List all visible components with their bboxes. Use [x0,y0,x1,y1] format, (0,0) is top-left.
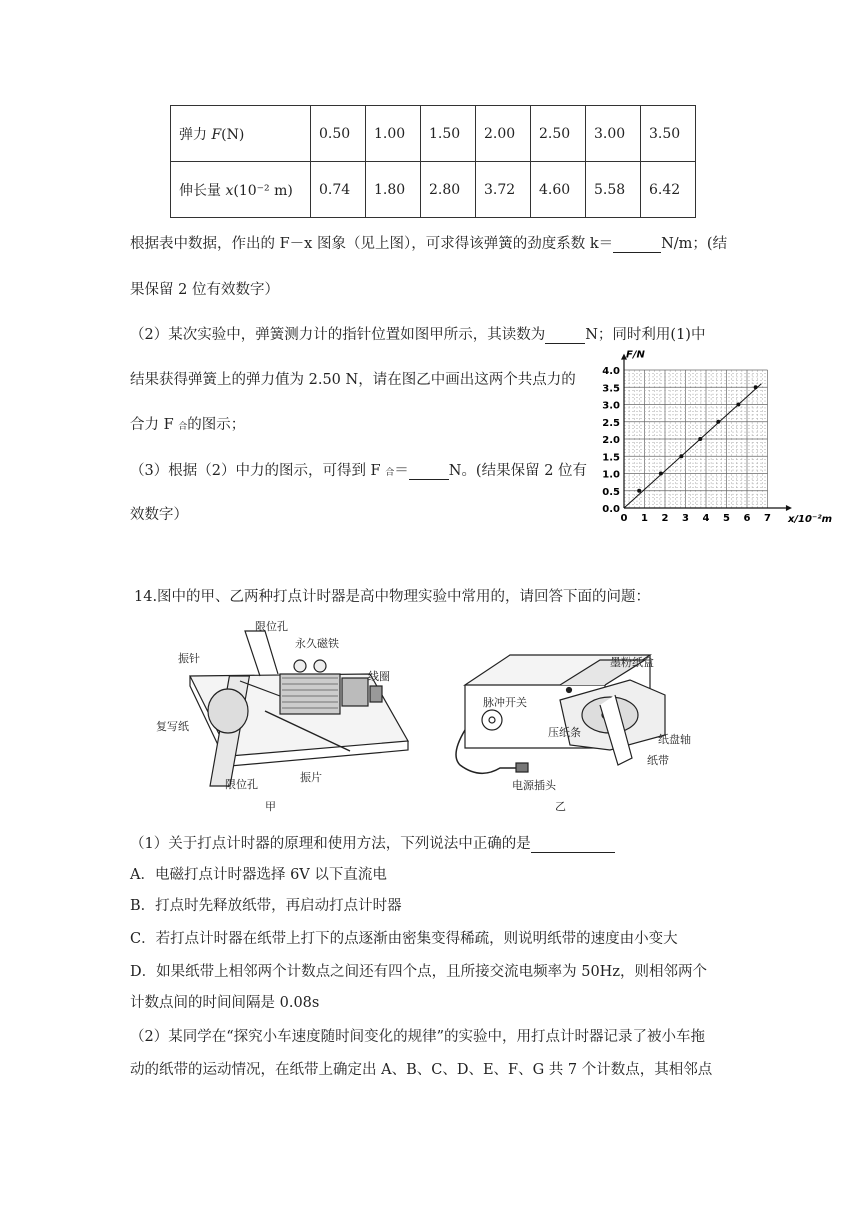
spark-timer-figure [450,640,720,815]
table-cell: 5.58 [586,162,641,218]
option-a: A．电磁打点计时器选择 6V 以下直流电 [130,867,387,883]
data-point [679,454,683,458]
x-tick-label: 7 [764,513,771,524]
label-carbon-paper: 复写纸 [156,720,189,733]
label-paper-press: 压纸条 [548,726,581,739]
table-cell: 6.42 [641,162,696,218]
label-pulse-switch: 脉冲开关 [483,696,527,709]
paragraph-line [130,323,705,344]
y-tick-label: 0.5 [602,486,620,498]
force-extension-chart [598,349,834,528]
x-tick-label: 2 [661,513,669,524]
data-point [637,489,641,493]
data-table [170,105,696,218]
electromagnetic-timer-figure [156,616,420,816]
label-toner-box: 墨粉纸盒 [610,656,654,669]
text-segment: 合力 F [130,417,179,433]
table-cell: 0.50 [311,106,366,162]
table-cell: 1.80 [366,162,421,218]
text-segment: （1）关于打点计时器的原理和使用方法，下列说法中正确的是 [130,836,531,852]
spark-timer-drawing [456,655,665,773]
data-point [659,472,663,476]
x-tick-label: 1 [641,513,648,524]
label-limit-hole-bottom: 限位孔 [225,778,258,791]
option-d-line-1: D．如果纸带上相邻两个计数点之间还有四个点，且所接交流电频率为 50Hz，则相邻两个 [130,964,707,980]
table-cell: 0.74 [311,162,366,218]
data-point [716,420,720,424]
answer-blank [613,236,661,253]
question-1-stem [130,832,615,853]
label-limit-hole-top: 限位孔 [255,620,288,633]
chart-grid [624,370,768,508]
x-tick-label: 3 [682,513,689,524]
label-coil: 线圈 [368,670,390,683]
paragraph-line: 果保留 2 位有效数字） [130,282,279,298]
figure-caption-yi: 乙 [555,800,566,813]
text-segment: N；同时利用(1)中 [585,327,706,343]
table-row [171,162,696,218]
subscript: 合 [178,422,188,432]
table-row [171,106,696,162]
table-cell: 2.00 [476,106,531,162]
x-tick-label: 5 [723,513,730,524]
data-point [698,437,702,441]
paragraph-line [130,232,727,253]
y-tick-label: 3.0 [602,400,620,412]
y-tick-label: 3.5 [602,383,620,395]
question-2-line-2: 动的纸带的运动情况，在纸带上确定出 A、B、C、D、E、F、G 共 7 个计数点，其相邻点 [130,1062,713,1078]
table-cell: 1.50 [421,106,476,162]
y-tick-label: 2.0 [602,435,620,446]
chart-tick-labels [602,366,771,524]
label-power-plug: 电源插头 [512,779,556,792]
table-cell: 2.80 [421,162,476,218]
paragraph-line [130,413,245,434]
timer-base-drawing [190,631,408,786]
x-axis-arrow [786,505,792,511]
data-point [754,385,758,389]
text-segment: ＝ [394,463,409,479]
table-cell: 4.60 [531,162,586,218]
figure-caption-jia: 甲 [265,800,276,813]
label-reel-shaft: 纸盘轴 [658,733,691,746]
option-d-line-2: 计数点间的时间间隔是 0.08s [130,995,320,1011]
label-paper-tape: 纸带 [647,754,669,767]
text-segment: 的图示； [187,417,246,433]
y-tick-label: 1.5 [602,452,620,464]
paragraph-line: 效数字） [130,507,188,523]
x-tick-label: 6 [743,513,751,524]
answer-blank [531,836,615,853]
text-segment: N。(结果保留 2 位有 [448,463,588,479]
text-segment: 根据表中数据，作出的 F－x 图象（见上图），可求得该弹簧的劲度系数 k＝ [130,236,614,252]
table-cell: 3.00 [586,106,641,162]
paragraph-line [130,459,587,480]
table-cell: 3.50 [641,106,696,162]
label-vibrating-needle: 振针 [178,652,200,665]
label-vibrating-plate: 振片 [300,771,322,784]
x-axis-label: x/10⁻²m [787,514,833,525]
question-14-stem: 14.图中的甲、乙两种打点计时器是高中物理实验中常用的，请回答下面的问题： [134,589,651,605]
option-c: C．若打点计时器在纸带上打下的点逐渐由密集变得稀疏，则说明纸带的速度由小变大 [130,931,678,947]
y-axis-label: F/N [626,349,645,361]
question-2-line-1: （2）某同学在“探究小车速度随时间变化的规律”的实验中，用打点计时器记录了被小车拖 [130,1029,706,1045]
subscript: 合 [385,468,395,478]
text-segment: （3）根据（2）中力的图示，可得到 F [130,463,386,479]
text-segment: （2）某次实验中，弹簧测力计的指针位置如图甲所示，其读数为 [130,327,546,343]
table-header-force: 弹力 F(N) [171,106,311,162]
y-tick-label: 2.5 [602,417,620,429]
data-point [736,403,740,407]
table-cell: 3.72 [476,162,531,218]
table-cell: 2.50 [531,106,586,162]
option-b: B．打点时先释放纸带，再启动打点计时器 [130,898,402,914]
answer-blank [545,327,585,344]
text-segment: N/m；(结 [661,236,728,252]
y-tick-label: 4.0 [602,366,620,377]
label-permanent-magnet: 永久磁铁 [295,637,339,650]
paragraph-line: 结果获得弹簧上的弹力值为 2.50 N，请在图乙中画出这两个共点力的 [130,372,576,388]
x-tick-label: 0 [620,513,628,524]
answer-blank [409,463,449,480]
x-tick-label: 4 [702,513,710,524]
y-tick-label: 0.0 [602,504,620,515]
table-header-extension: 伸长量 x(10⁻² m) [171,162,311,218]
table-cell: 1.00 [366,106,421,162]
y-tick-label: 1.0 [602,469,620,481]
